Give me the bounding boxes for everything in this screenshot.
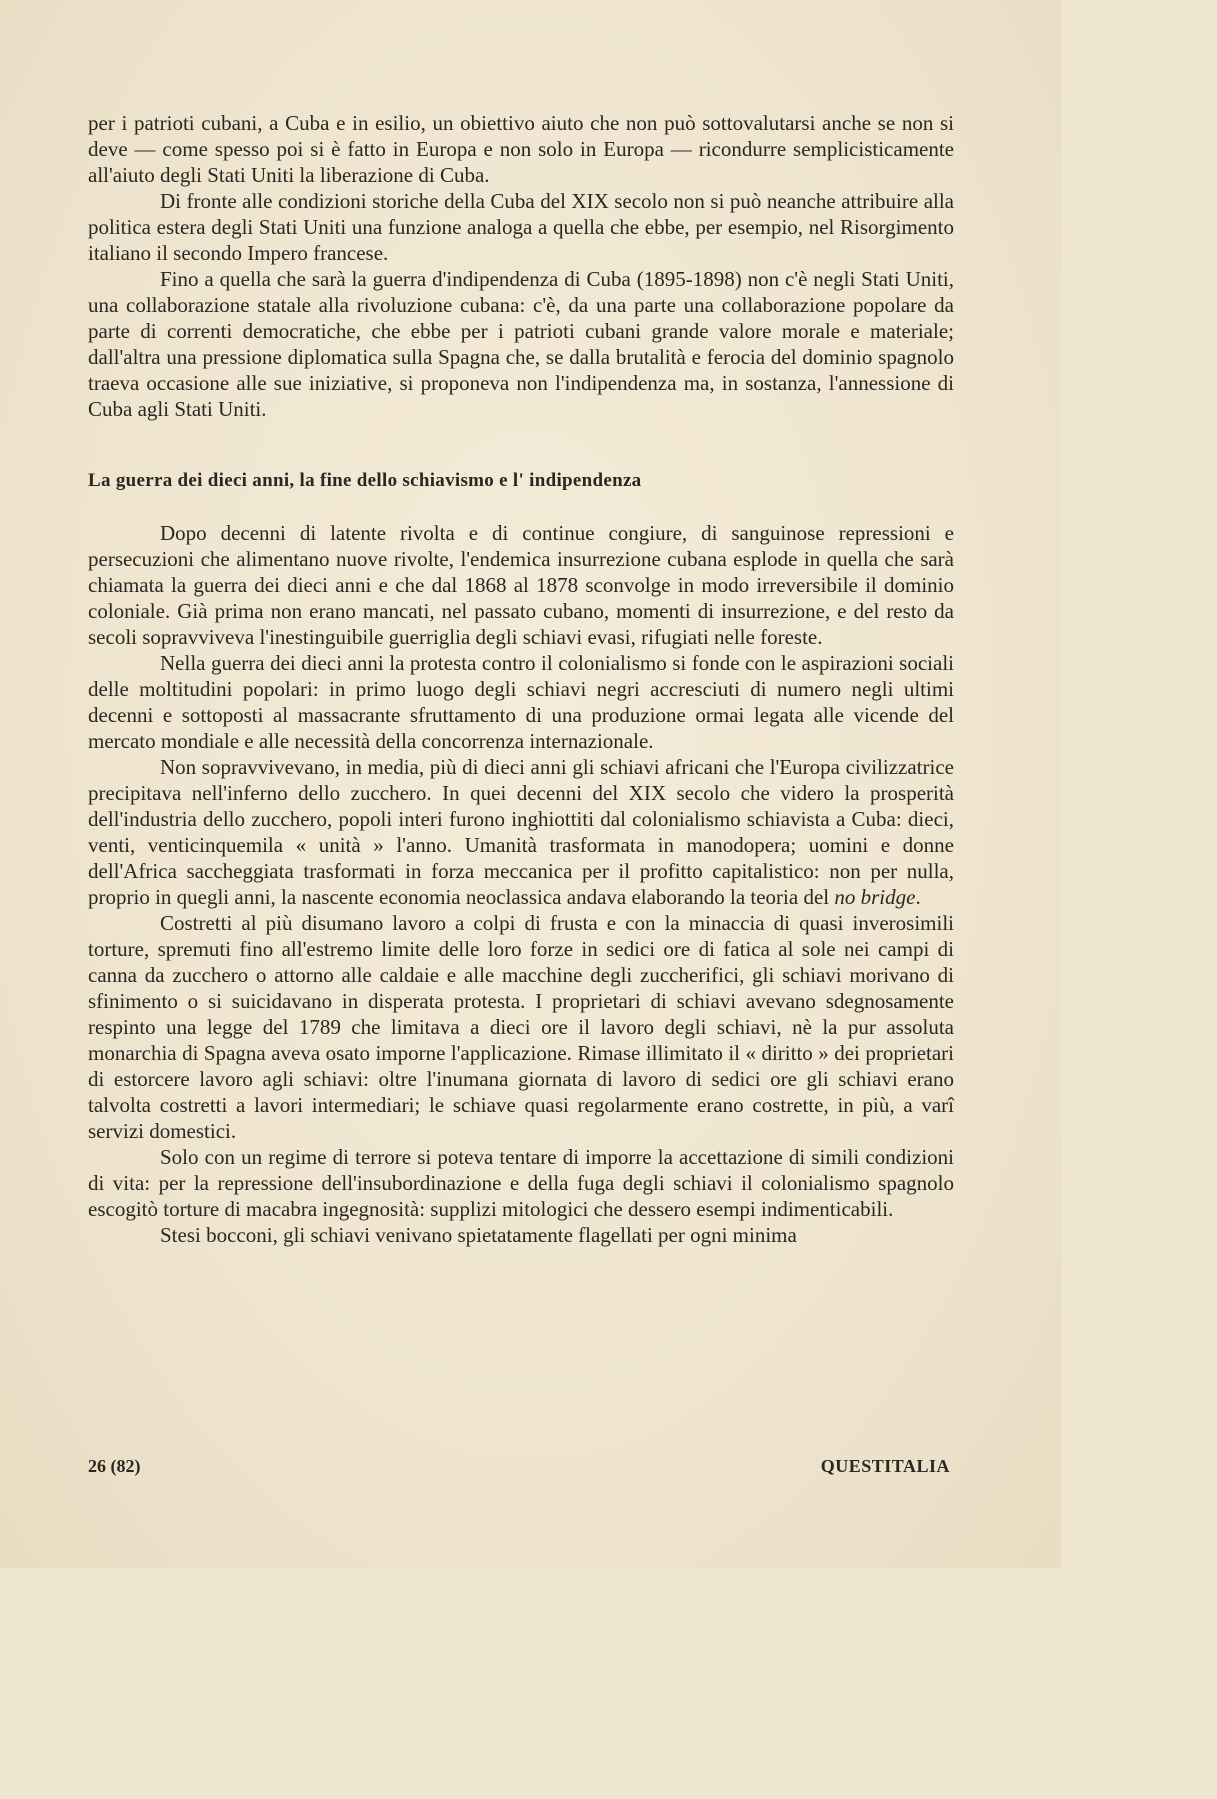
paragraph: Di fronte alle condizioni storiche della Cuba del XIX secolo non si può neanche attribuire alla politica estera degli Stati Uniti una funzione analoga a quella che ebbe, per esempio, nel Risorgimento italiano il secondo Impero francese. bbox=[88, 189, 954, 265]
heading-spacer bbox=[88, 494, 954, 520]
paragraph: Costretti al più disumano lavoro a colpi di frusta e con la minaccia di quasi inverosimili torture, spremuti fino all'estremo limite delle loro forze in sedici ore di fatica al sole nei campi di canna da zucchero o attorno alle caldaie e alle macchine degli zuccherifici, gli schiavi morivano di sfinimento o si suicidavano in disperata protesta. I proprietari di schiavi avevano sdegnosamente respinto una legge del 1789 che limitava a dieci ore il lavoro degli schiavi, nè la pur assoluta monarchia di Spagna aveva osato imporne l'applicazione. Rimase illimitato il « diritto » dei proprietari di estorcere lavoro agli schiavi: oltre l'inumana giornata di lavoro di sedici ore gli schiavi erano talvolta costretti a lavori intermediari; le schiave quasi regolarmente erano costrette, in più, a varî servizi domestici. bbox=[88, 911, 954, 1143]
paragraph: Dopo decenni di latente rivolta e di continue congiure, di sanguinose repressioni e persecuzioni che alimentano nuove rivolte, l'endemica insurrezione cubana esplode in quella che sarà chiamata la guerra dei dieci anni e che dal 1868 al 1878 sconvolge in modo irreversibile il dominio coloniale. Già prima non erano mancati, nel passato cubano, momenti di insurrezione, e del resto da secoli sopravviveva l'inestinguibile guerriglia degli schiavi evasi, rifugiati nelle foreste. bbox=[88, 521, 954, 649]
paragraph: Nella guerra dei dieci anni la protesta contro il colonialismo si fonde con le aspirazioni sociali delle moltitudini popolari: in primo luogo degli schiavi negri accresciuti di numero negli ultimi decenni e sottoposti al massacrante sfruttamento di una produzione ormai legata alle vicende del mercato mondiale e alle necessità della concorrenza internazionale. bbox=[88, 651, 954, 753]
page-number: 26 (82) bbox=[88, 1456, 141, 1476]
paragraph-text: Non sopravvivevano, in media, più di dieci anni gli schiavi africani che l'Europa civilizzatrice precipitava nell'inferno dello zucchero. In quei decenni del XIX secolo che videro la prosperità dell'industria dello zucchero, popoli interi furono inghiottiti dal colonialismo schiavista a Cuba: dieci, venti, venticinquemila « unità » l'anno. Umanità trasformata in manodopera; uomini e donne dell'Africa saccheggiata trasformati in forza meccanica per il profitto capitalistico: non per nulla, proprio in quegli anni, la nascente economia neoclassica andava elaborando la teoria del bbox=[88, 755, 954, 909]
text-column bbox=[88, 110, 954, 1248]
paragraph-continuation: per i patrioti cubani, a Cuba e in esilio, un obiettivo aiuto che non può sottovalutarsi anche se non si deve — come spesso poi si è fatto in Europa e non solo in Europa — ricondurre semplicisticamente all'aiuto degli Stati Uniti la liberazione di Cuba. bbox=[88, 111, 954, 187]
paragraph: Stesi bocconi, gli schiavi venivano spietatamente flagellati per ogni minima bbox=[160, 1223, 797, 1247]
italic-term: no bridge bbox=[834, 885, 916, 909]
paragraph-text-end: . bbox=[915, 885, 921, 909]
section-heading: La guerra dei dieci anni, la fine dello schiavismo e l' indipendenza bbox=[88, 470, 642, 491]
journal-name: QUESTITALIA bbox=[820, 1456, 950, 1476]
section-spacer bbox=[88, 422, 954, 468]
paragraph: Fino a quella che sarà la guerra d'indipendenza di Cuba (1895-1898) non c'è negli Stati Uniti, una collaborazione statale alla rivoluzione cubana: c'è, da una parte una collaborazione popolare da parte di correnti democratiche, che ebbe per i patrioti cubani grande valore morale e materiale; dall'altra una pressione diplomatica sulla Spagna che, se dalla brutalità e ferocia del dominio spagnolo traeva occasione alle sue iniziative, si proponeva non l'indipendenza ma, in sostanza, l'annessione di Cuba agli Stati Uniti. bbox=[88, 267, 954, 421]
paragraph-no-bridge bbox=[88, 754, 954, 910]
paragraph: Solo con un regime di terrore si poteva tentare di imporre la accettazione di simili condizioni di vita: per la repressione dell'insubordinazione e della fuga degli schiavi il colonialismo spagnolo escogitò torture di macabra ingegnosità: supplizi mitologici che dessero esempi indimenticabili. bbox=[88, 1145, 954, 1221]
